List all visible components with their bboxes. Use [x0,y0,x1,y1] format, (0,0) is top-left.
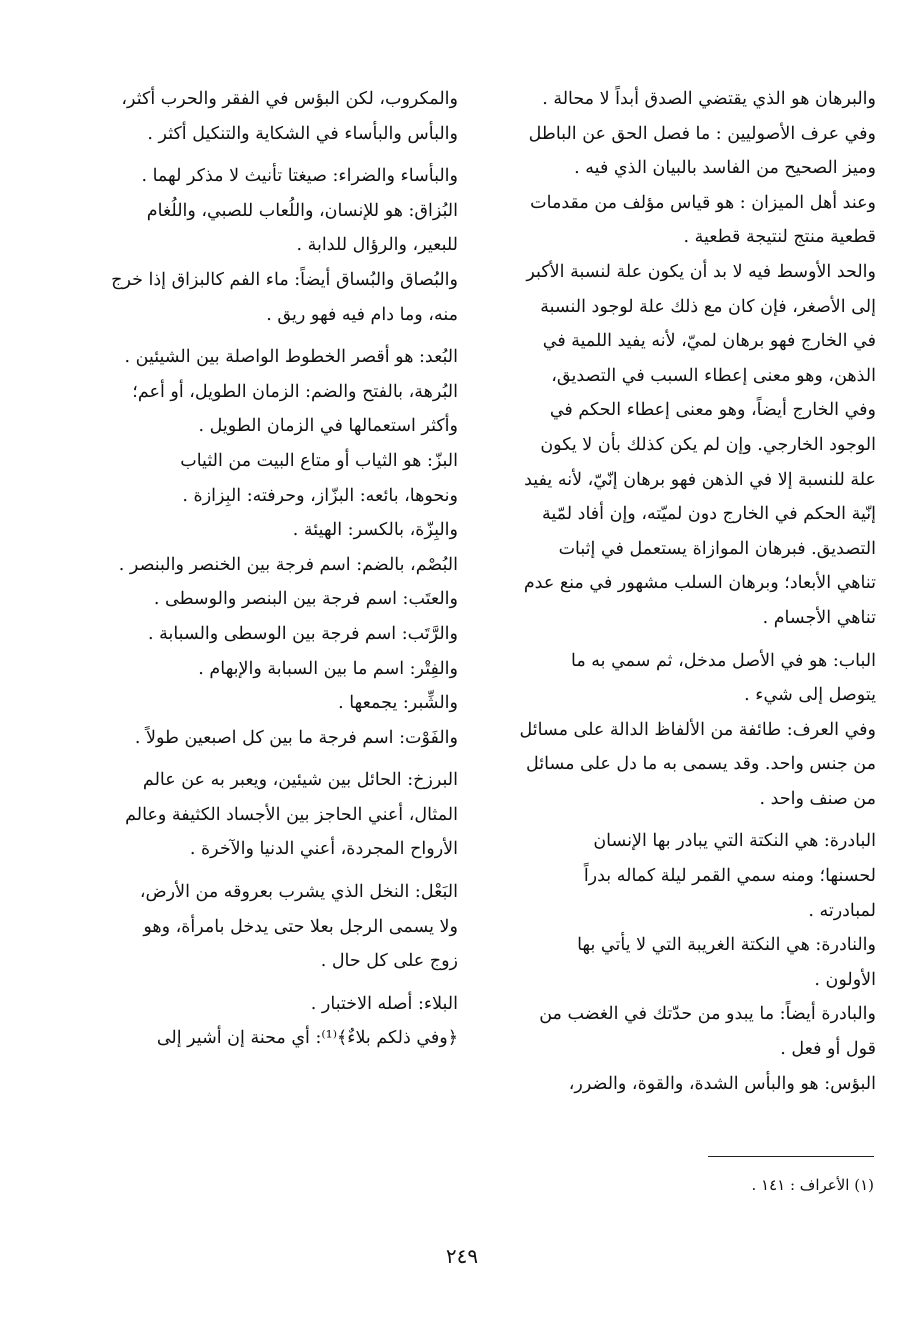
text-line: والحد الأوسط فيه لا بد أن يكون علة لنسبة الأكبر [526,261,876,282]
text-line: والفِتْر: اسم ما بين السبابة والإبهام . [198,658,458,679]
text-line: من صنف واحد . [759,788,876,809]
text-line: والبأس والبأساء في الشكاية والتنكيل أكثر . [147,123,458,144]
text-line: ﴿وفي ذلكم بلاءٌ﴾⁽¹⁾: أي محنة إن أشير إلى [156,1028,458,1049]
text-line: تناهي الأبعاد؛ وبرهان السلب مشهور في منع عدم [523,573,876,594]
text-line: الوجود الخارجي. وإن لم يكن كذلك بأن لا يكون [540,434,876,455]
text-line: في الخارج فهو برهان لميّ، لأنه يفيد اللمية في [542,331,876,352]
text-line: زوج على كل حال . [320,951,458,972]
text-line: الذهن، وهو معنى إعطاء السبب في التصديق، [551,365,876,386]
text-line: والبأساء والضراء: صيغتا تأنيث لا مذكر لهما . [141,166,458,187]
text-line: التصديق. فبرهان الموازاة يستعمل في إثبات [558,538,876,559]
text-line: إنّية الحكم في الخارج دون لميّته، وإن أفاد لمّية [542,504,876,525]
text-line: البلاء: أصله الاختبار . [310,993,458,1014]
text-line: ونحوها، بائعه: البزّاز، وحرفته: البِزازة . [182,485,458,506]
text-line: تناهي الأجسام . [762,607,876,628]
text-line: للبعير، والرؤال للدابة . [296,235,458,256]
text-line: لحسنها؛ ومنه سمي القمر ليلة كماله بدراً [583,866,876,887]
text-line: من جنس واحد. وقد يسمى به ما دل على مسائل [526,754,876,775]
text-line: لمبادرته . [808,900,876,921]
text-line: وفي العرف: طائفة من الألفاظ الدالة على مسائل [519,719,876,740]
text-line: البزّ: هو الثياب أو متاع البيت من الثياب [180,450,458,471]
page-number: ٢٤٩ [445,1244,479,1268]
text-line: الأولون . [814,969,876,990]
right-column [488,82,876,1101]
text-line: البُصْم، بالضم: اسم فرجة بين الخنصر والبنصر . [118,554,458,575]
text-line: البؤس: هو والبأس الشدة، والقوة، والضرر، [568,1073,876,1094]
text-line: والمكروب، لكن البؤس في الفقر والحرب أكثر، [121,89,458,109]
text-line: والرَّتَب: اسم فرجة بين الوسطى والسبابة . [147,623,458,644]
footnote-divider [708,1156,874,1157]
text-line: ولا يسمى الرجل بعلا حتى يدخل بامرأة، وهو [143,916,458,937]
text-line: قطعية منتج لنتيجة قطعية . [683,227,876,248]
left-column [86,82,458,1056]
text-line: البادرة: هي النكتة التي يبادر بها الإنسان [593,831,876,852]
text-line: والشِّبر: يجمعها . [338,693,458,714]
text-line: وأكثر استعمالها في الزمان الطويل . [198,416,458,437]
text-line: والفَوْت: اسم فرجة ما بين كل اصبعين طولاً . [134,727,458,748]
text-line: وميز الصحيح من الفاسد بالبيان الذي فيه . [574,158,876,179]
text-line: يتوصل إلى شيء . [744,685,876,706]
text-line: وعند أهل الميزان : هو قياس مؤلف من مقدمات [530,192,876,213]
text-line: البُزاق: هو للإنسان، واللُعاب للصبي، واللُغام [146,200,458,221]
text-line: علة للنسبة إلا في الذهن فهو برهان إنّيّ، لأنه يفيد [524,469,876,490]
text-line: الباب: هو في الأصل مدخل، ثم سمي به ما [571,650,876,671]
text-line: الأرواح المجردة، أعني الدنيا والآخرة . [189,839,458,860]
text-line: والبرهان هو الذي يقتضي الصدق أبداً لا محالة . [542,89,876,109]
text-line: المثال، أعني الحاجز بين الأجساد الكثيفة وعالم [125,804,458,825]
footnote: (١) الأعراف : ١٤١ . [751,1176,874,1194]
text-line: وفي الخارج أيضاً، وهو معنى إعطاء الحكم في [549,400,876,421]
text-line: والبِزّة، بالكسر: الهيئة . [292,520,458,541]
text-line: والبُصاق والبُساق أيضاً: ماء الفم كالبزاق إذا خرج [111,269,458,290]
text-line: والعتَب: اسم فرجة بين البنصر والوسطى . [153,589,458,610]
text-line: إلى الأصغر، فإن كان مع ذلك علة لوجود النسبة [540,296,876,317]
text-line: البُعد: هو أقصر الخطوط الواصلة بين الشيئين . [124,347,458,368]
text-line: والنادرة: هي النكتة الغريبة التي لا يأتي بها [577,935,876,956]
text-line: قول أو فعل . [780,1039,876,1060]
text-line: البُرهة، بالفتح والضم: الزمان الطويل، أو أعم؛ [132,381,458,402]
text-line: البَعْل: النخل الذي يشرب بعروقه من الأرض، [139,882,458,903]
text-line: البرزخ: الحائل بين شيئين، ويعبر به عن عالم [142,770,458,791]
text-line: والبادرة أيضاً: ما يبدو من حدّتك في الغضب من [539,1004,876,1025]
text-line: منه، وما دام فيه فهو ريق . [266,304,458,325]
text-line: وفي عرف الأصوليين : ما فصل الحق عن الباطل [528,123,876,144]
